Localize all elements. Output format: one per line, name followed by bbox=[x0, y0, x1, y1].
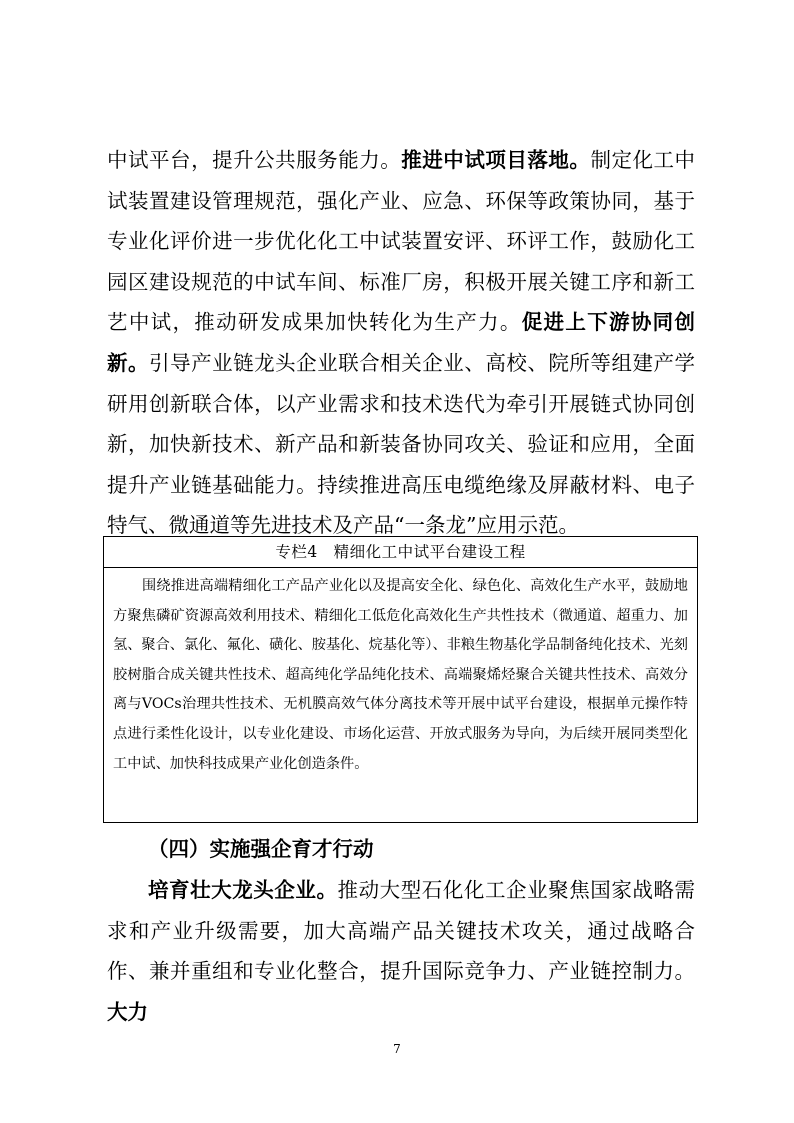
paragraph-pilot-platform bbox=[107, 140, 695, 546]
paragraph-text: 引导产业链龙头企业联合相关企业、高校、院所等组建产学研用创新联合体，以产业需求和技术迭代为牵引开展链式协同创新，加快新技术、新产品和新装备协同攻关、验证和应用，全面提升产业链基础能力。持续推进高压电缆绝缘及屏蔽材料、电子特气、微通道等先进技术及产品“一条龙”应用示范。 bbox=[107, 350, 696, 538]
bold-lead-phrase: 促进上下游协同创新。 bbox=[107, 310, 696, 375]
paragraph-text: 中试平台，提升公共服务能力。 bbox=[107, 148, 402, 172]
feature-box-title: 专栏4 精细化工中试平台建设工程 bbox=[104, 537, 697, 568]
feature-box bbox=[103, 536, 698, 823]
section-heading: （四）实施强企育才行动 bbox=[148, 837, 374, 861]
feature-box-body: 围绕推进高端精细化工产品产业化以及提高安全化、绿色化、高效化生产水平，鼓励地方聚焦磷矿资源高效利用技术、精细化工低危化高效化生产共性技术（微通道、超重力、加氢、聚合、氯化、氟化、磺化、胺基化、烷基化等）、非粮生物基化学品制备纯化技术、光刻胶树脂合成关键共性技术、超高纯化学品纯化技术、高端聚烯烃聚合关键共性技术、高效分离与VOCs治理共性技术、无机膜高效气体分离技术等开展中试平台建设，根据单元操作特点进行柔性化设计，以专业化建设、市场化运营、开放式服务为导向，为后续开展同类型化工中试、加快科技成果产业化创造条件。 bbox=[113, 578, 688, 772]
bold-lead-phrase: 大力 bbox=[107, 999, 148, 1024]
bold-lead-phrase: 推进中试项目落地。 bbox=[401, 148, 591, 172]
page-number: 7 bbox=[393, 1042, 401, 1056]
paragraph-text: 制定化工中试装置建设管理规范，强化产业、应急、环保等政策协同，基于专业化评价进一步优化化工中试装置安评、环评工作，鼓励化工园区建设规范的中试车间、标准厂房，积极开展关键工序和新工艺中试，推动研发成果加快转化为生产力。 bbox=[107, 148, 696, 335]
bold-lead-phrase: 培育壮大龙头企业。 bbox=[148, 878, 338, 902]
paragraph-leading-enterprises bbox=[107, 870, 695, 1032]
paragraph-text: 推动大型石化化工企业聚焦国家战略需求和产业升级需要，加大高端产品关键技术攻关，通过战略合作、兼并重组和专业化整合，提升国际竞争力、产业链控制力。 bbox=[107, 878, 696, 984]
